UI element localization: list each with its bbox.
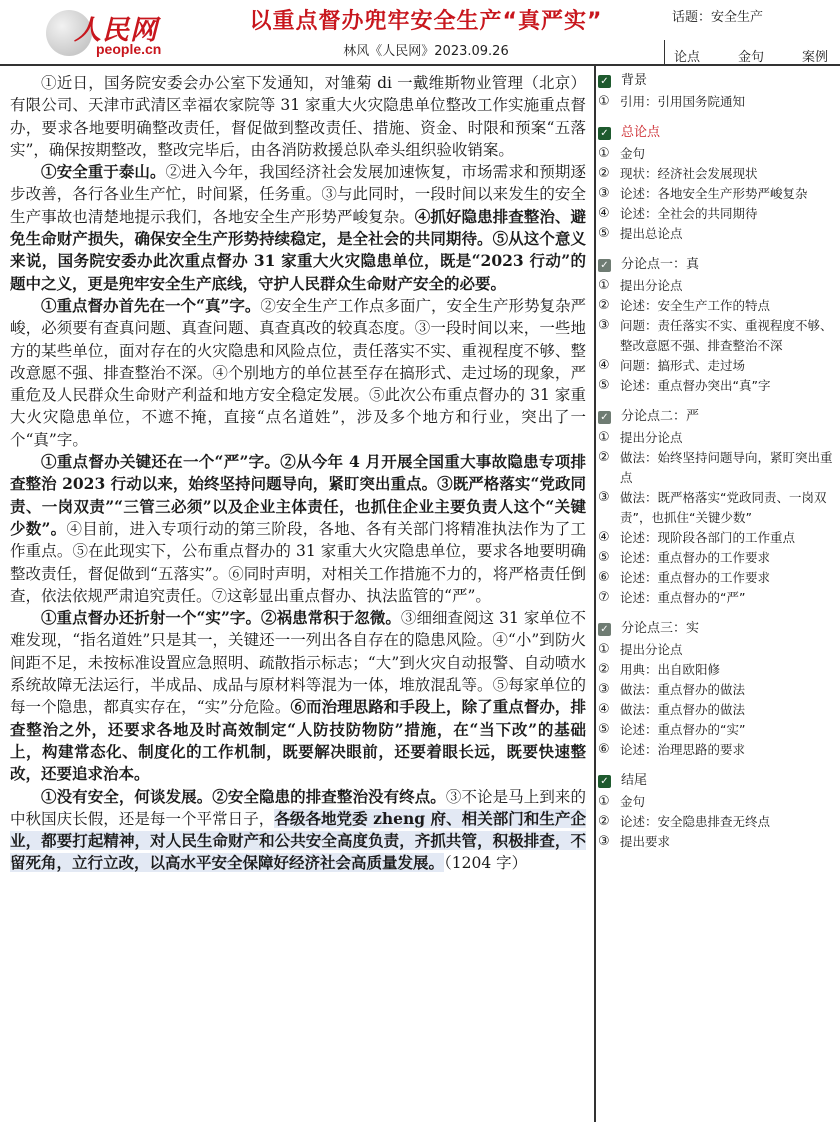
outline-section-title: 总论点 [621,125,661,140]
outline-section-title: 结尾 [621,773,648,788]
outline-section-header[interactable] [598,618,838,640]
outline-section-title: 分论点一：真 [621,257,700,272]
outline-row-number: ③ [598,490,610,505]
outline-section [598,770,838,852]
sentence: ⑤在此现实下，公布重点督办的 31 家重大火灾隐患单位，要求各地要明确整改责任，督促做到“五落实”。 [10,542,586,583]
sentence: ③不论是马上到来的中秋国庆长假，还是每一个平常日子， [10,787,586,828]
outline-section [598,254,838,396]
sentence: ②祸患常积于忽微。 [261,608,401,628]
sentence: ①重点督办关键还在一个“严”字。 [41,452,281,472]
outline-row-text: 做法：既严格落实“党政同责、一岗双责”，也抓住“关键少数” [620,490,827,525]
word-count: （1204 字） [444,854,528,873]
sentence: ②安全生产工作点多面广，安全生产形势复杂严峻，必须要有查真问题、真查问题、真查真改的较真态度。 [10,296,586,338]
outline-row-number: ① [598,430,610,445]
tab-arguments[interactable]: 论点 [674,50,701,65]
people-cn-logo [44,6,184,60]
column-divider [594,66,596,1122]
outline-row-text: 做法：始终坚持问题导向，紧盯突出重点 [620,450,833,485]
sentence: ③细细查阅这 31 家单位不难发现，“指名道姓”只是其一，关键还一一列出各自存在的隐患风险。 [10,609,586,650]
outline-row-text: 论述：全社会的共同期待 [620,206,758,221]
sentence: ⑤每家单位的每一个隐患，都真实存在，“实”分危险。 [10,676,586,717]
outline-row [598,356,838,376]
outline-row [598,296,838,316]
outline-row [598,720,838,740]
logo-text-en: people.cn [96,41,162,57]
outline-row-text: 做法：重点督办的做法 [620,682,746,697]
tab-cases[interactable]: 案例 [802,50,829,65]
outline-section-header[interactable] [598,70,838,92]
sentence: ④“小”到防火间距不足，未按标准设置应急照明、疏散指示标志；“大”到火灾自动报警、自动喷水系统故障无法运行，半成品、成品与原材料等混为一体，堆放混乱等。 [10,631,586,695]
outline-row-text: 用典：出自欧阳修 [620,662,721,677]
outline-section-title: 分论点二：严 [621,409,700,424]
outline-row [598,224,838,244]
outline-row [598,448,838,488]
outline-row-number: ① [598,794,610,809]
outline-section-header[interactable] [598,122,838,144]
outline-row [598,528,838,548]
outline-row [598,184,838,204]
outline-row-number: ① [598,94,610,109]
outline-section [598,122,838,244]
sentence: ⑥同时声明，对相关工作措施不力的，将严格责任倒查，依法依规严肃追究责任。 [10,564,586,605]
paragraph-1: ①近日，国务院安委会办公室下发通知，对雏菊 di 一戴维斯物业管理（北京）有限公司、天津市武清区幸福农家院等 31 家重大火灾隐患单位整改工作实施重点督办，要求各地要明确整改责任，督促做到整改责任、措施、资金、时限和预案“五落实”，确保按期整改，整改完毕后，由各消防救援总队牵头组织验收销案。 [10,74,586,159]
sentence: ④个别地方的单位甚至存在搞形式、走过场的现象，严重危及人民群众生命财产利益和地方安全稳定发展。 [10,363,586,405]
outline-row [598,428,838,448]
outline-row [598,376,838,396]
sentence: ②安全隐患的排查整治没有终点。 [212,786,446,806]
sentence: ⑥而治理思路和手段上，除了重点督办，排查整治之外，还要求各地及时高效制定“人防技防物防”措施，在“当下改”的基础上，构建常态化、制度化的工作机制，既要解决眼前，还要着眼长远，既要快速整改，还要追求治本。 [10,697,586,784]
topic-label: 话题：安全生产 [672,10,764,25]
sentence: ①重点督办首先在一个“真”字。 [41,295,261,315]
outline-row [598,316,838,356]
outline-row [598,204,838,224]
outline-row-number: ④ [598,358,610,373]
header [0,0,840,66]
outline-row [598,832,838,852]
checkbox-icon[interactable]: ✓ [598,775,611,788]
paragraph-3 [10,295,586,451]
outline-row-text: 金句 [620,146,646,161]
outline-row-number: ③ [598,834,610,849]
outline-row [598,276,838,296]
outline-row-number: ⑤ [598,722,610,737]
paragraph-5 [10,607,586,785]
outline-row-number: ① [598,642,610,657]
outline-row-number: ② [598,298,610,313]
outline-row-number: ① [598,146,610,161]
outline-row-number: ③ [598,318,610,333]
sentence: ③一段时间以来，一些地方的某些单位，面对存在的火灾隐患和风险点位，责任落实不实、重视程度不够、整改意愿不强、排查整治不深。 [10,319,586,382]
paragraph-6 [10,786,586,875]
outline-section-header[interactable] [598,770,838,792]
outline-row-number: ② [598,166,610,181]
outline-row [598,740,838,760]
tab-bar [664,40,840,66]
outline-row [598,792,838,812]
outline-row-number: ② [598,662,610,677]
sentence: ⑤此次公布重点督办的 31 家重大火灾隐患单位，不遮不掩，直接“点名道姓”，涉及多个地方和行业，突出了一个“真”字。 [10,386,586,449]
outline-row-number: ④ [598,530,610,545]
outline-row-text: 提出要求 [620,834,671,849]
outline-row-number: ② [598,814,610,829]
outline-row [598,588,838,608]
highlighted-sentence: 各级各地党委 zheng 府、相关部门和生产企业，都要打起精神，对人民生命财产和公共安全高度负责，齐抓共管，积极排查，不留死角，立行立改，以高水平安全保障好经济社会高质量发展。 [10,808,586,873]
outline-row-text: 问题：责任落实不实、重视程度不够、整改意愿不强、排查整治不深 [620,318,833,353]
outline-row-text: 提出分论点 [620,430,683,445]
outline-panel [598,70,838,1120]
outline-row [598,164,838,184]
outline-row-number: ⑥ [598,570,610,585]
outline-row-text: 提出分论点 [620,278,683,293]
outline-row [598,144,838,164]
outline-row-text: 现状：经济社会发展现状 [620,166,758,181]
checkbox-icon[interactable]: ✓ [598,127,611,140]
sentence: ⑦这彰显出重点督办、执法监管的“严”。 [211,586,491,605]
sentence: ⑤从这个意义来说，国务院安委办此次重点督办 31 家重大火灾隐患单位，既是“2023 行动”的题中之义，更是兜牢安全生产底线，守护人民群众生命财产安全的必要。 [10,229,586,293]
outline-row-text: 论述：安全隐患排查无终点 [620,814,771,829]
article-body [0,68,594,1122]
outline-row [598,700,838,720]
outline-row-number: ⑥ [598,742,610,757]
sentence: ①安全重于泰山。 [41,162,166,182]
outline-row-number: ⑤ [598,378,610,393]
outline-row-text: 引用：引用国务院通知 [620,94,746,109]
outline-row [598,92,838,112]
sentence: ③与此同时，一段时间以来发生的安全生产事故也清楚地提示我们，各地安全生产形势严峻复杂。 [10,185,586,226]
outline-row-text: 论述：重点督办的工作要求 [620,570,771,585]
outline-row-text: 做法：重点督办的做法 [620,702,746,717]
paragraph-4 [10,451,586,607]
outline-row [598,680,838,700]
outline-row-text: 论述：重点督办突出“真”字 [620,378,771,393]
outline-row-text: 论述：安全生产工作的特点 [620,298,771,313]
outline-row [598,660,838,680]
outline-row [598,548,838,568]
checkbox-icon[interactable]: ✓ [598,259,611,272]
sentence: ①没有安全，何谈发展。 [41,786,213,806]
paragraph-2 [10,161,586,295]
outline-row-number: ① [598,278,610,293]
outline-row-text: 论述：各地安全生产形势严峻复杂 [620,186,808,201]
sentence: ①重点督办还折射一个“实”字。 [41,608,262,628]
sentence: ③既严格落实“党政同责、一岗双责”“三管三必须”以及企业主体责任，也抓住企业主要负责人这个“关键少数”。 [10,474,586,538]
sentence: ④目前，进入专项行动的第三阶段，各地、各有关部门将精准执法作为了工作重点。 [10,519,586,561]
sentence: ④抓好隐患排查整治、避免生命财产损失，确保安全生产形势持续稳定，是全社会的共同期待。 [10,206,586,249]
outline-row-number: ④ [598,702,610,717]
outline-row-number: ⑦ [598,590,610,605]
page-title: 以重点督办兜牢安全生产“真严实” [249,9,603,34]
outline-section-header[interactable] [598,406,838,428]
outline-row [598,812,838,832]
outline-row-text: 论述：重点督办的“严” [620,590,746,605]
outline-row-text: 金句 [620,794,646,809]
checkbox-icon[interactable]: ✓ [598,623,611,636]
outline-row-number: ② [598,450,610,465]
outline-row [598,568,838,588]
outline-section [598,618,838,760]
outline-row-text: 提出总论点 [620,226,683,241]
checkbox-icon[interactable]: ✓ [598,75,611,88]
outline-row [598,488,838,528]
logo-text-cn: 人民网 [74,15,158,46]
outline-row-text: 问题：搞形式、走过场 [620,358,746,373]
outline-row-number: ④ [598,206,610,221]
outline-row [598,640,838,660]
sentence: ②从今年 4 月开展全国重大事故隐患专项排查整治 2023 行动以来，始终坚持问题导向，紧盯突出重点。 [10,452,586,494]
outline-row-text: 论述：重点督办的工作要求 [620,550,771,565]
outline-row-text: 提出分论点 [620,642,683,657]
checkbox-icon[interactable]: ✓ [598,411,611,424]
byline: 林风《人民网》2023.09.26 [343,44,509,59]
outline-section-title: 分论点三：实 [621,621,700,636]
sentence: ②进入今年，我国经济社会发展加速恢复，市场需求和预期逐步改善，各行各业生产忙，时间紧，任务重。 [10,163,586,204]
tab-quotes[interactable]: 金句 [738,50,765,65]
outline-section [598,406,838,608]
outline-section-header[interactable] [598,254,838,276]
outline-row-number: ③ [598,682,610,697]
outline-row-number: ③ [598,186,610,201]
outline-row-text: 论述：现阶段各部门的工作重点 [620,530,796,545]
outline-section [598,70,838,112]
outline-row-number: ⑤ [598,550,610,565]
outline-row-number: ⑤ [598,226,610,241]
outline-row-text: 论述：治理思路的要求 [620,742,746,757]
outline-section-title: 背景 [621,73,648,88]
outline-row-text: 论述：重点督办的“实” [620,722,746,737]
